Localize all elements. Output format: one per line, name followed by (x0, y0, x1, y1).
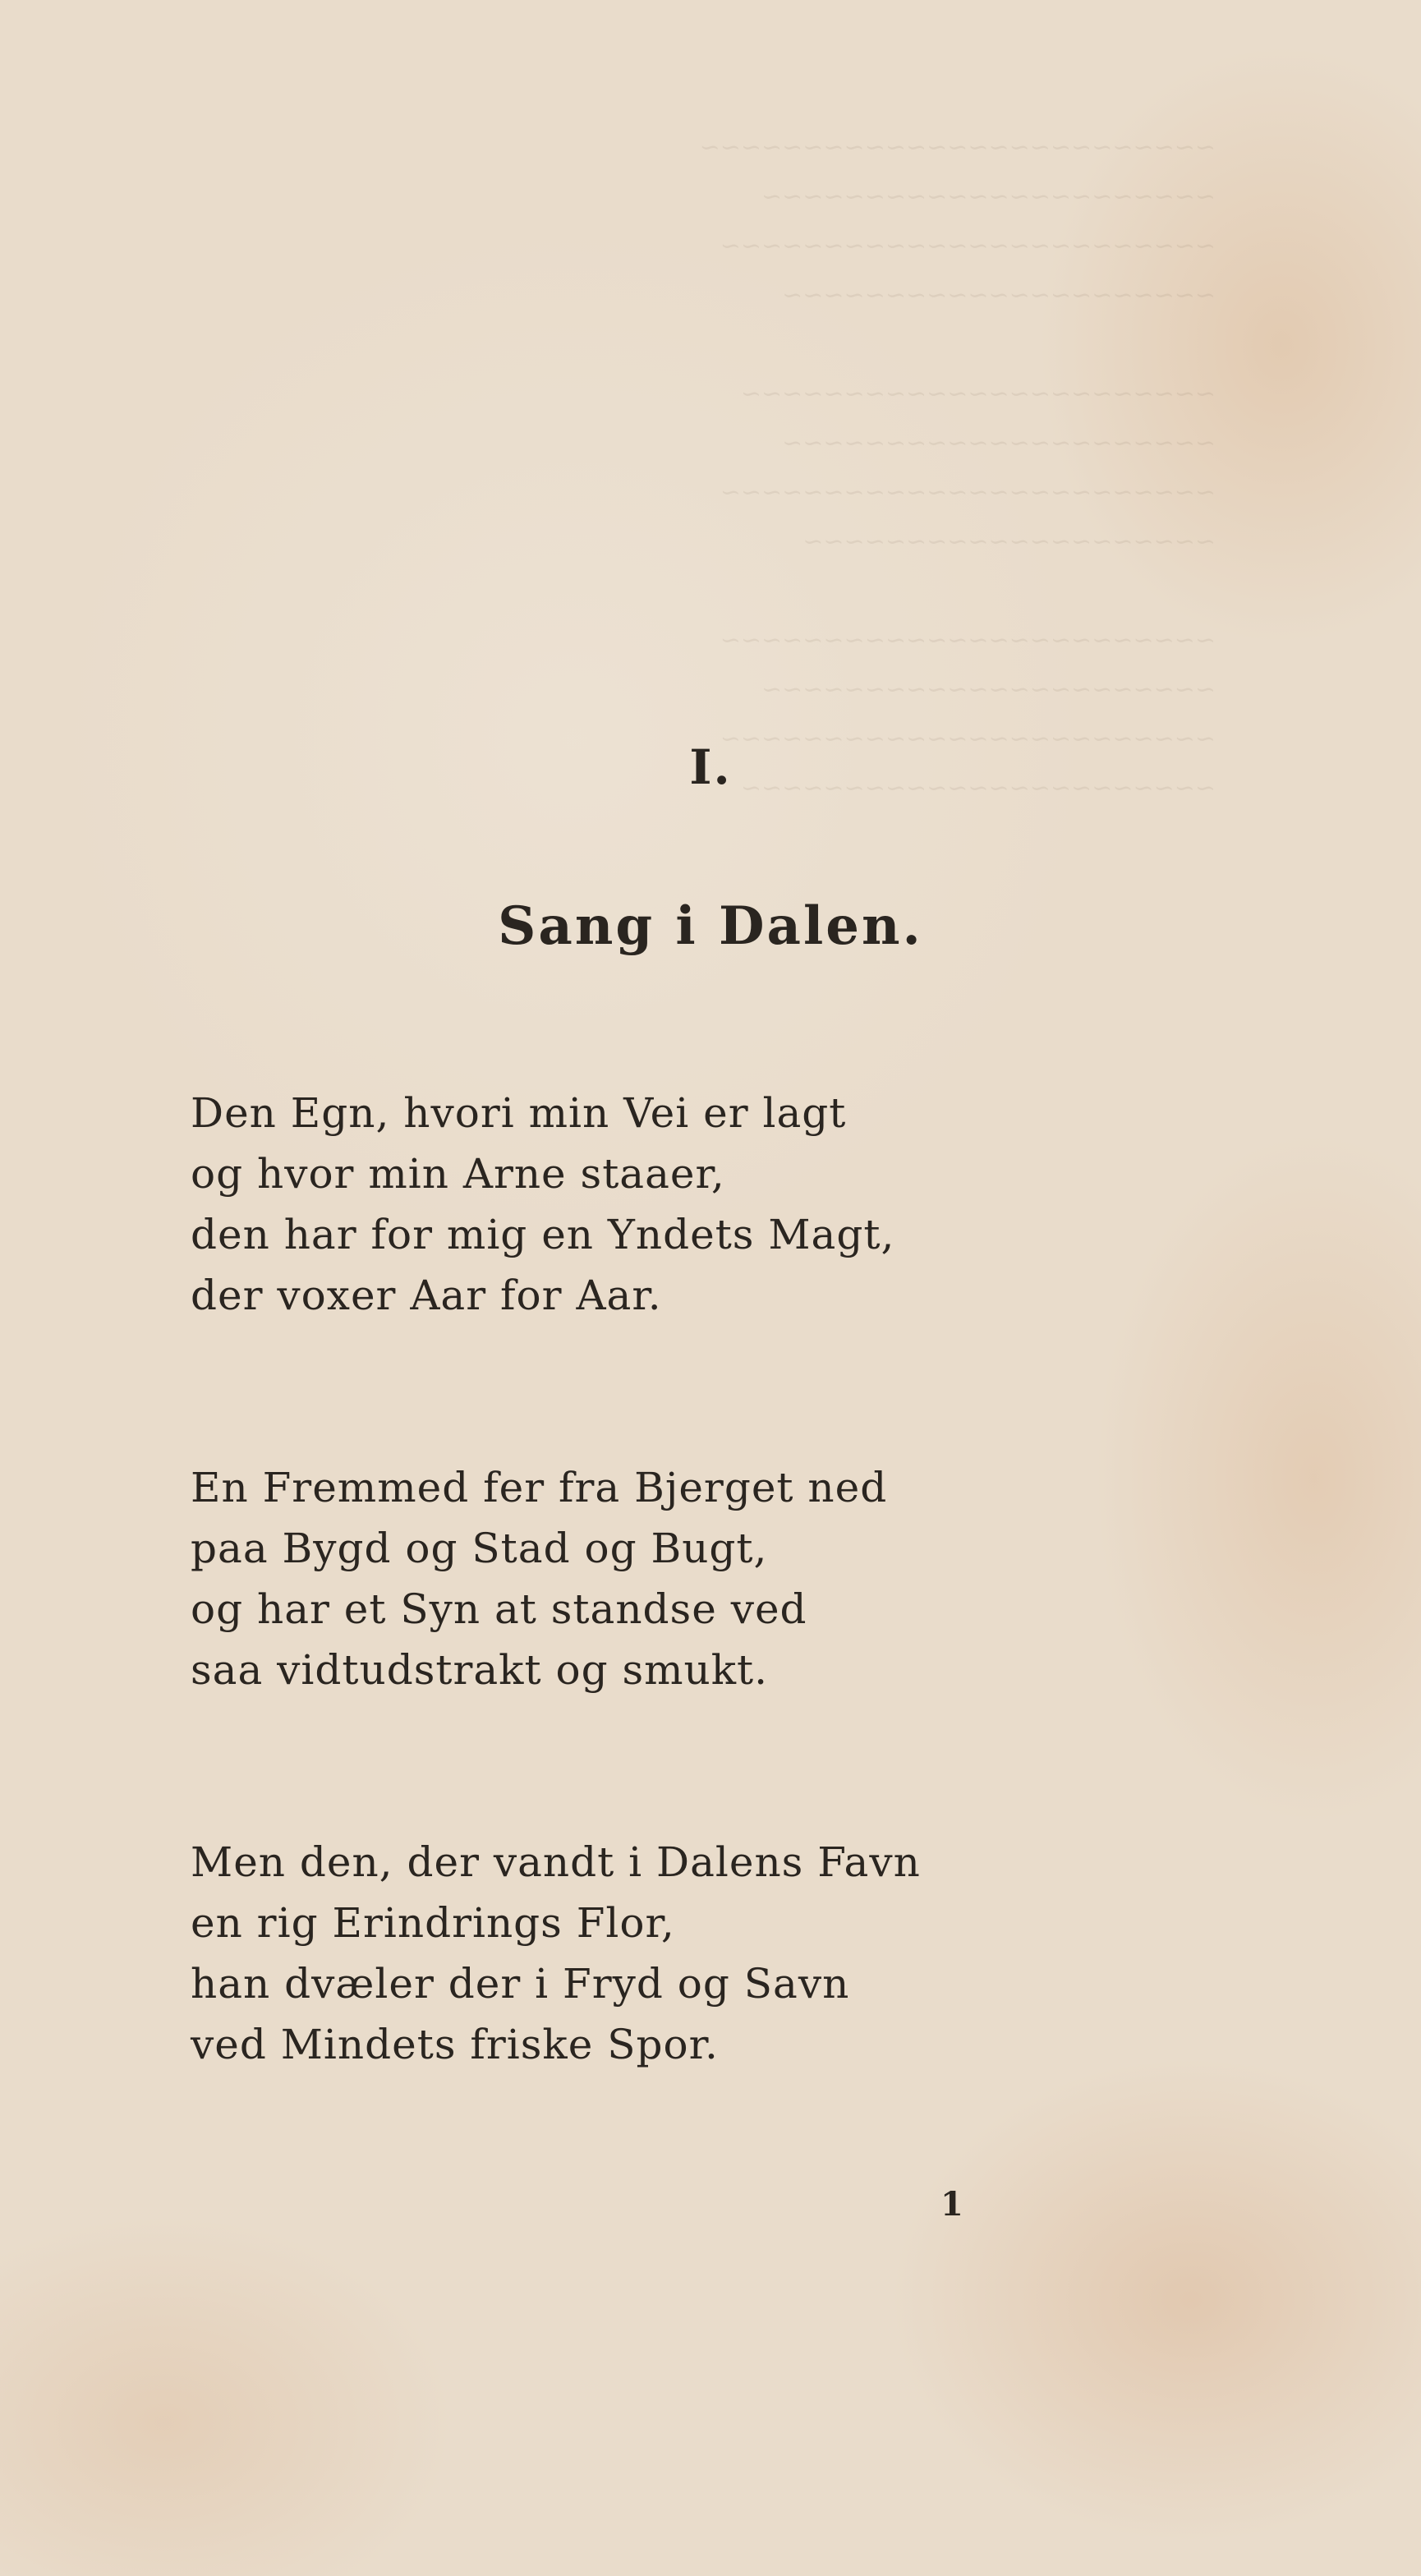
poem-line: ved Mindets friske Spor. (191, 2021, 719, 2068)
poem-line: den har for mig en Yndets Magt, (191, 1211, 895, 1258)
poem-line: han dvæler der i Fryd og Savn (191, 1960, 850, 2008)
poem-line: En Fremmed fer fra Bjerget ned (191, 1464, 888, 1511)
poem-line: der voxer Aar for Aar. (191, 1272, 662, 1319)
page-number: 1 (940, 2185, 963, 2224)
poem-line: og har et Syn at standse ved (191, 1585, 807, 1633)
section-numeral: I. (689, 739, 732, 795)
poem-title: Sang i Dalen. (498, 895, 923, 957)
poem-line: og hvor min Arne staaer, (191, 1150, 725, 1198)
poem-line: en rig Erindrings Flor, (191, 1899, 675, 1947)
show-through-text: ~~~~~~~~~~~~~~~~~~~~~~~~~ ~~~~~~~~~~~~~~~~~~~~~~ ~~~~~~~~~~~~~~~~~~~~~~~~ ~~~~~~~~~~~~~~~~~~~~~ ~~~~~~~~~~~~~~~~~~~~~~~ ~~~~~~~~~~~~~~~~~~~~~ ~~~~~~~~~~~~~~~~~~~~~~~~ ~~~~~~~~~~~~~~~~~~~~ ~~~~~~~~~~~~~~~~~~~~~~~~ ~~~~~~~~~~~~~~~~~~~~~~ ~~~~~~~~~~~~~~~~~~~~~~~~ ~~~~~~~~~~~~~~~~~~~~~~~ (699, 133, 1216, 803)
stanza-3 (191, 1832, 1094, 2075)
poem-line: Den Egn, hvori min Vei er lagt (191, 1089, 847, 1137)
poem-line: paa Bygd og Stad og Bugt, (191, 1525, 768, 1572)
poem-body (191, 1083, 1094, 2206)
poem-line: Men den, der vandt i Dalens Favn (191, 1838, 921, 1886)
stanza-1 (191, 1083, 1094, 1326)
poem-line: saa vidtudstrakt og smukt. (191, 1646, 769, 1694)
stanza-2 (191, 1457, 1094, 1700)
